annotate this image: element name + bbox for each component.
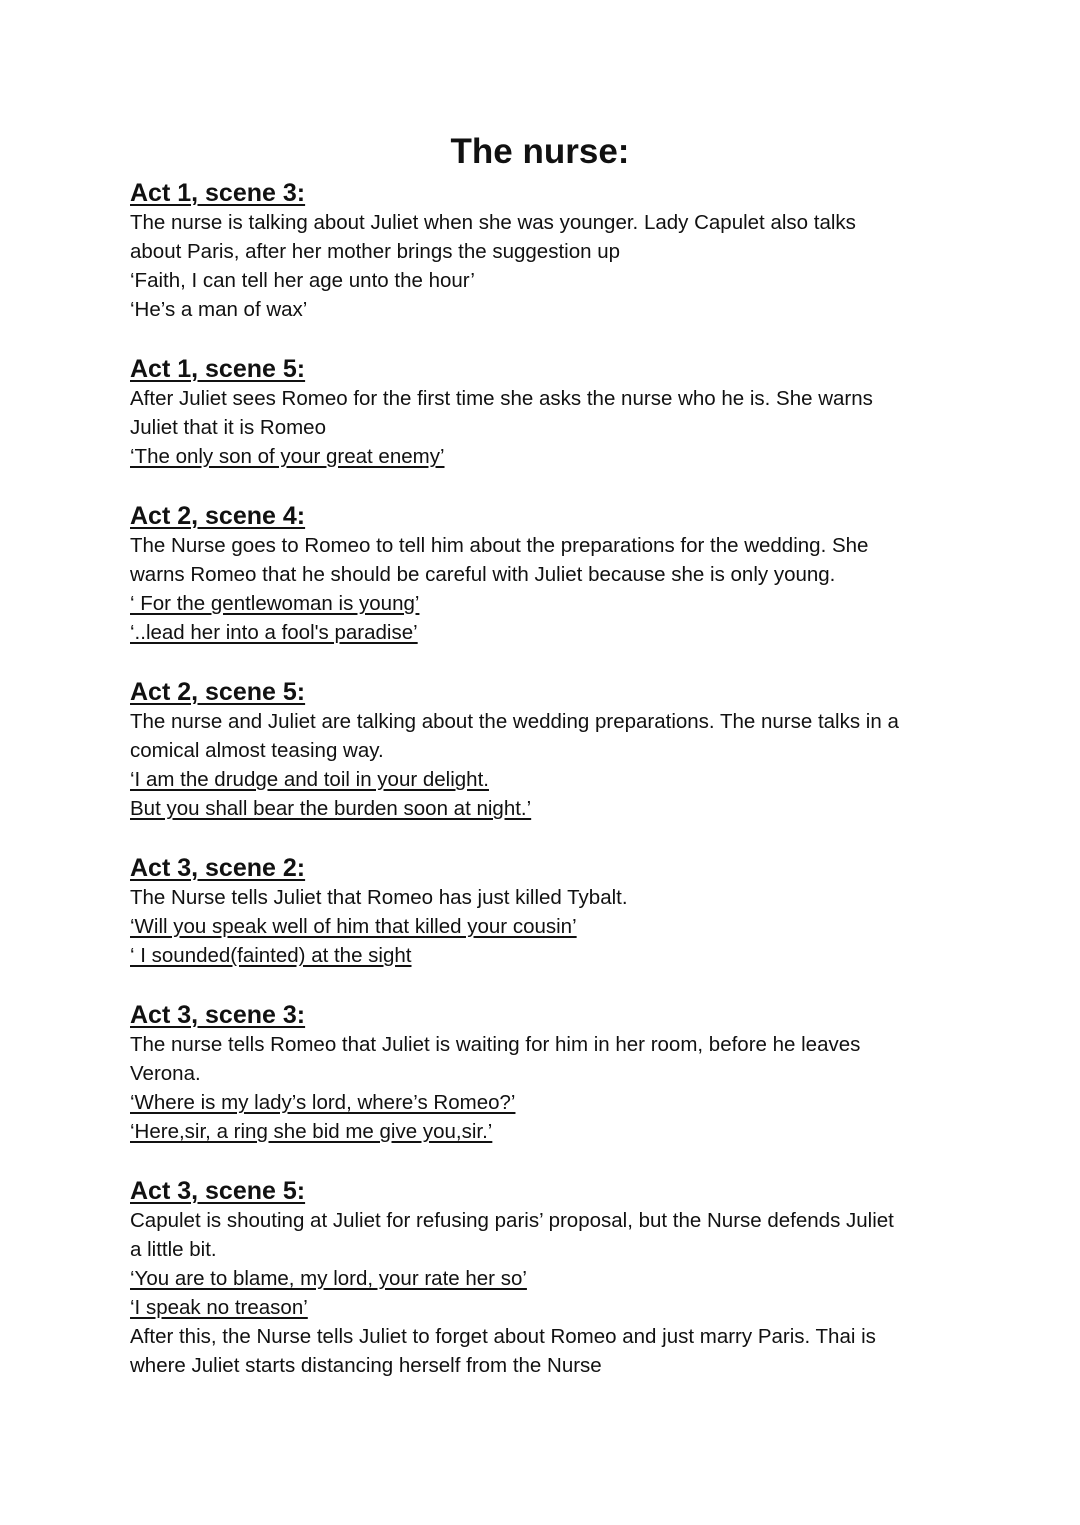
section-act3-scene2 (130, 853, 960, 970)
body-line: where Juliet starts distancing herself from the Nurse (130, 1354, 602, 1377)
body-line: warns Romeo that he should be careful with Juliet because she is only young. (130, 563, 836, 586)
body-line: Capulet is shouting at Juliet for refusing paris’ proposal, but the Nurse defends Juliet (130, 1209, 894, 1232)
body-line: After this, the Nurse tells Juliet to forget about Romeo and just marry Paris. Thai is (130, 1325, 876, 1348)
section-heading: Act 2, scene 5: (130, 678, 306, 706)
quote-line: ‘Where is my lady’s lord, where’s Romeo?’ (130, 1091, 516, 1114)
body-line: The Nurse goes to Romeo to tell him about the preparations for the wedding. She (130, 534, 869, 557)
quote-line: But you shall bear the burden soon at night.’ (130, 797, 532, 820)
body-line: Verona. (130, 1062, 201, 1085)
section-heading: Act 3, scene 5: (130, 1177, 306, 1205)
section-act2-scene4 (130, 501, 960, 647)
body-line: After Juliet sees Romeo for the first time she asks the nurse who he is. She warns (130, 387, 873, 410)
section-act2-scene5 (130, 677, 960, 823)
body-line: The nurse tells Romeo that Juliet is waiting for him in her room, before he leaves (130, 1033, 861, 1056)
body-line: a little bit. (130, 1238, 217, 1261)
document-page (130, 130, 960, 1380)
quote-line: ‘The only son of your great enemy’ (130, 445, 445, 468)
quote-line: ‘..lead her into a fool's paradise’ (130, 621, 418, 644)
section-heading: Act 1, scene 3: (130, 179, 306, 207)
quote-line: ‘You are to blame, my lord, your rate her so’ (130, 1267, 527, 1290)
body-line: The nurse and Juliet are talking about the wedding preparations. The nurse talks in a (130, 710, 899, 733)
quote-line: ‘Here,sir, a ring she bid me give you,sir.’ (130, 1120, 493, 1143)
body-line: about Paris, after her mother brings the suggestion up (130, 240, 621, 263)
section-act1-scene5 (130, 354, 960, 471)
section-heading: Act 3, scene 2: (130, 854, 306, 882)
quote-line: ‘Will you speak well of him that killed your cousin’ (130, 915, 577, 938)
section-act1-scene3 (130, 178, 960, 324)
section-act3-scene3 (130, 1000, 960, 1146)
body-line: The nurse is talking about Juliet when she was younger. Lady Capulet also talks (130, 211, 856, 234)
section-act3-scene5 (130, 1176, 960, 1380)
body-line: The Nurse tells Juliet that Romeo has just killed Tybalt. (130, 886, 628, 909)
section-heading: Act 2, scene 4: (130, 502, 306, 530)
quote-line: ‘I speak no treason’ (130, 1296, 308, 1319)
page-title: The nurse: (450, 132, 630, 171)
quote-line: ‘ For the gentlewoman is young’ (130, 592, 420, 615)
quote-line: ‘I am the drudge and toil in your delight. (130, 768, 489, 791)
section-heading: Act 3, scene 3: (130, 1001, 306, 1029)
quote-line: ‘Faith, I can tell her age unto the hour’ (130, 269, 475, 292)
body-line: Juliet that it is Romeo (130, 416, 326, 439)
quote-line: ‘He’s a man of wax’ (130, 298, 308, 321)
quote-line: ‘ I sounded(fainted) at the sight (130, 944, 412, 967)
body-line: comical almost teasing way. (130, 739, 384, 762)
section-heading: Act 1, scene 5: (130, 355, 306, 383)
